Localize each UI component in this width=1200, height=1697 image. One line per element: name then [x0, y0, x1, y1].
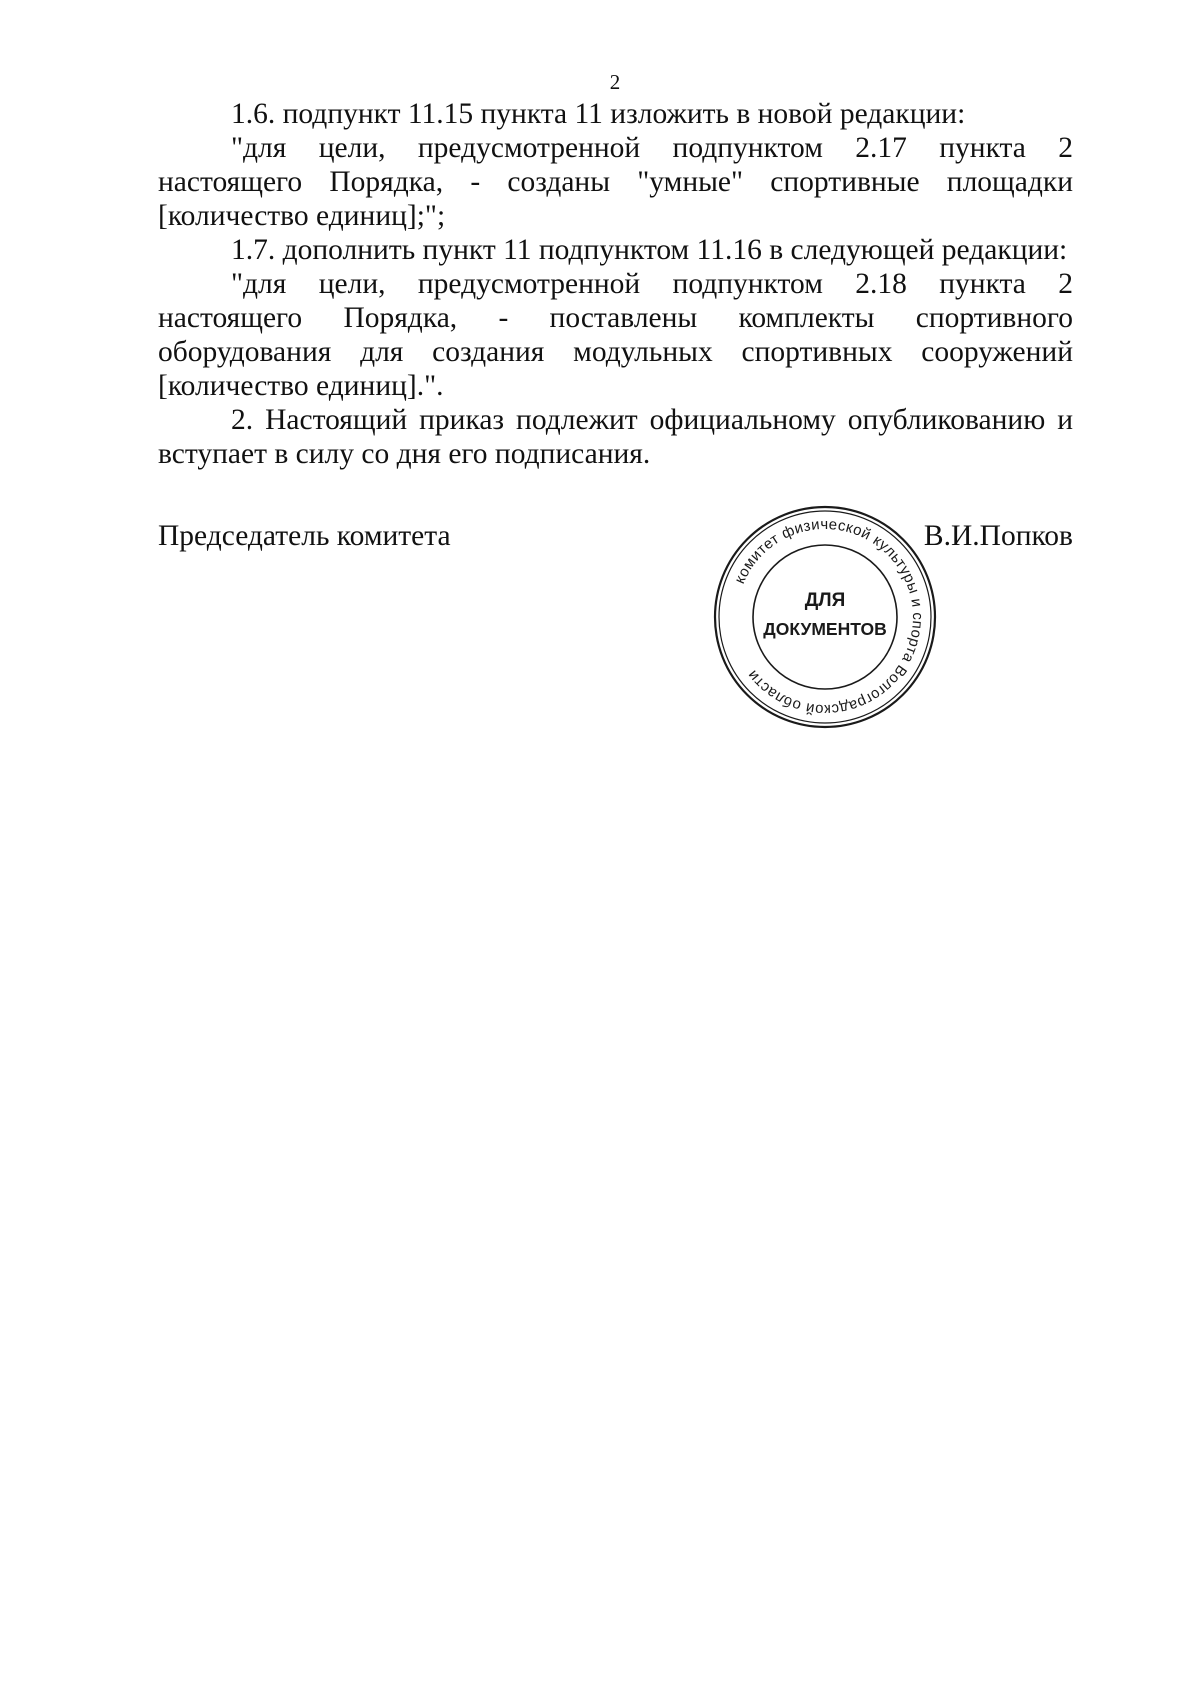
- signer-position: Председатель комитета: [158, 520, 451, 552]
- document-body: [158, 97, 1073, 471]
- paragraph-1-6-quote: "для цели, предусмотренной подпунктом 2.17 пункта 2 настоящего Порядка, - созданы "умные" спортивные площадки [количество единиц];";: [158, 132, 1073, 232]
- stamp-center-line-1: ДЛЯ: [804, 590, 846, 611]
- paragraph-1-7-quote: "для цели, предусмотренной подпунктом 2.18 пункта 2 настоящего Порядка, - поставлены комплекты спортивного оборудования для создания модульных спортивных сооружений [количество единиц].".: [158, 268, 1073, 402]
- official-stamp: [710, 502, 940, 732]
- stamp-outer-ring: [715, 507, 935, 727]
- stamp-graphic: [710, 502, 940, 732]
- stamp-ring-textpath: комитет физической культуры и спорта Волгоградской области: [731, 515, 927, 719]
- signer-name: В.И.Попков: [923, 520, 1073, 552]
- page-number: 2: [609, 70, 621, 94]
- paragraph-1-6: 1.6. подпункт 11.15 пункта 11 изложить в новой редакции:: [231, 98, 966, 130]
- stamp-outer-ring-inner: [719, 511, 931, 723]
- paragraph-2: 2. Настоящий приказ подлежит официальному опубликованию и вступает в силу со дня его подписания.: [158, 404, 1073, 470]
- paragraph-1-7: 1.7. дополнить пункт 11 подпунктом 11.16 в следующей редакции:: [231, 234, 1068, 266]
- stamp-inner-ring: [753, 545, 897, 689]
- stamp-center-line-2: ДОКУМЕНТОВ: [763, 619, 887, 639]
